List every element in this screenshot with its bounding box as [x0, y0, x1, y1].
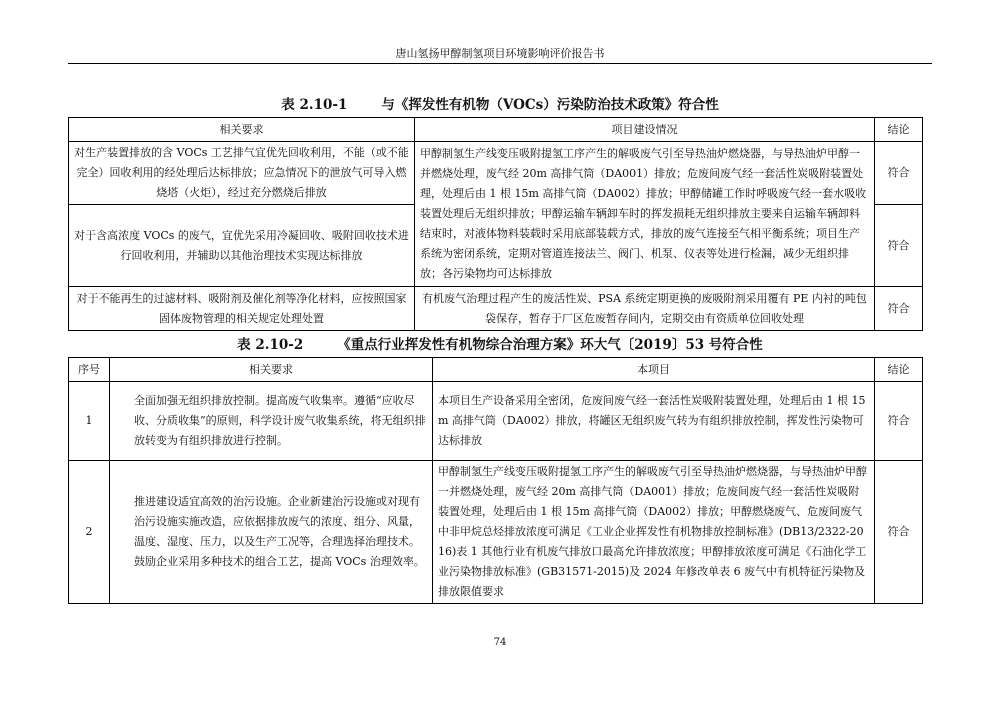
table1-caption [68, 93, 932, 113]
requirement-cell: 全面加强无组织排放控制。提高废气收集率。遵循“应收尽收、分质收集”的原则，科学设计废气收集系统，将无组织排放转变为有组织排放进行控制。 [110, 382, 433, 461]
table2-number: 表 2.10-2 [237, 337, 304, 353]
serial-cell: 2 [69, 461, 110, 604]
table1-number: 表 2.10-1 [281, 97, 348, 113]
table-row [69, 461, 923, 604]
table1-title: 与《挥发性有机物（VOCs）污染防治技术政策》符合性 [381, 97, 719, 113]
page-number: 74 [493, 637, 507, 648]
requirement-cell: 对生产装置排放的含 VOCs 工艺排气宜优先回收利用，不能（或不能完全）回收利用的经处理后达标排放；应急情况下的泄放气可导入燃烧塔（火炬），经过充分燃烧后排放 [69, 142, 415, 205]
table2-header-cell: 相关要求 [110, 358, 433, 382]
conclusion-cell: 符合 [875, 382, 923, 461]
table2-header-cell: 结论 [875, 358, 923, 382]
situation-cell: 有机废气治理过程产生的废活性炭、PSA 系统定期更换的废吸附剂采用覆有 PE 内衬的吨包袋保存，暂存于厂区危废暂存间内，定期交由有资质单位回收处理 [415, 287, 875, 331]
header-rule [68, 63, 932, 64]
table2-title: 《重点行业挥发性有机物综合治理方案》环大气〔2019〕53 号符合性 [337, 337, 763, 353]
conclusion-cell: 符合 [875, 461, 923, 604]
serial-cell: 1 [69, 382, 110, 461]
table-row [69, 287, 923, 331]
table2-header-cell: 序号 [69, 358, 110, 382]
table1-header-cell: 相关要求 [69, 118, 415, 142]
requirement-cell: 对于不能再生的过滤材料、吸附剂及催化剂等净化材料，应按照国家固体废物管理的相关规定处理处置 [69, 287, 415, 331]
situation-cell: 甲醇制氢生产线变压吸附提氢工序产生的解吸废气引至导热油炉燃烧器，与导热油炉甲醇一并燃烧处理，废气经 20m 高排气筒（DA001）排放；危废间废气经一套活性炭吸附装置处理，处理后由 1 根 15m 高排气筒（DA002）排放；甲醇储罐工作时呼吸废气经一套水吸收装置处理后无组织排放；甲醇运输车辆卸车时的挥发损耗无组织排放主要来自运输车辆卸料结束时，对液体物料装载时采用底部装载方式，排放的废气连接至气相平衡系统；项目生产系统为密闭系统，定期对管道连接法兰、阀门、机泵、仪表等处进行检漏，减少无组织排放；各污染物均可达标排放 [415, 142, 875, 287]
table-row [69, 382, 923, 461]
table2 [68, 357, 923, 604]
table1-header-row [69, 118, 923, 142]
table1-header-cell: 结论 [875, 118, 923, 142]
project-cell: 甲醇制氢生产线变压吸附提氢工序产生的解吸废气引至导热油炉燃烧器，与导热油炉甲醇一并燃烧处理，废气经 20m 高排气筒（DA001）排放；危废间废气经一套活性炭吸附装置处理，处理后由 1 根 15m 高排气筒（DA002）排放；甲醇燃烧废气、危废间废气中非甲烷总烃排放浓度可满足《工业企业挥发性有机物排放控制标准》(DB13/2322-2016)表 1 其他行业有机废气排放口最高允许排放浓度；甲醇排放浓度可满足《石油化学工业污染物排放标准》(GB31571-2015)及 2024 年修改单表 6 废气中有机特征污染物及排放限值要求 [433, 461, 875, 604]
conclusion-cell: 符合 [875, 287, 923, 331]
table1 [68, 117, 923, 331]
conclusion-cell: 符合 [875, 205, 923, 287]
project-cell: 本项目生产设备采用全密闭，危废间废气经一套活性炭吸附装置处理，处理后由 1 根 15m 高排气筒（DA002）排放，将罐区无组织废气转为有组织排放控制，挥发性污染物可达标排放 [433, 382, 875, 461]
requirement-cell: 推进建设适宜高效的治污设施。企业新建治污设施或对现有治污设施实施改造，应依据排放废气的浓度、组分、风量，温度、湿度、压力，以及生产工况等，合理选择治理技术。鼓励企业采用多种技术的组合工艺，提高 VOCs 治理效率。 [110, 461, 433, 604]
running-header: 唐山氢扬甲醇制氢项目环境影响评价报告书 [395, 47, 605, 60]
table2-caption [68, 333, 932, 353]
requirement-cell: 对于含高浓度 VOCs 的废气，宜优先采用冷凝回收、吸附回收技术进行回收利用，并辅助以其他治理技术实现达标排放 [69, 205, 415, 287]
conclusion-cell: 符合 [875, 142, 923, 205]
table-row [69, 142, 923, 205]
table2-header-row [69, 358, 923, 382]
table2-header-cell: 本项目 [433, 358, 875, 382]
table1-header-cell: 项目建设情况 [415, 118, 875, 142]
